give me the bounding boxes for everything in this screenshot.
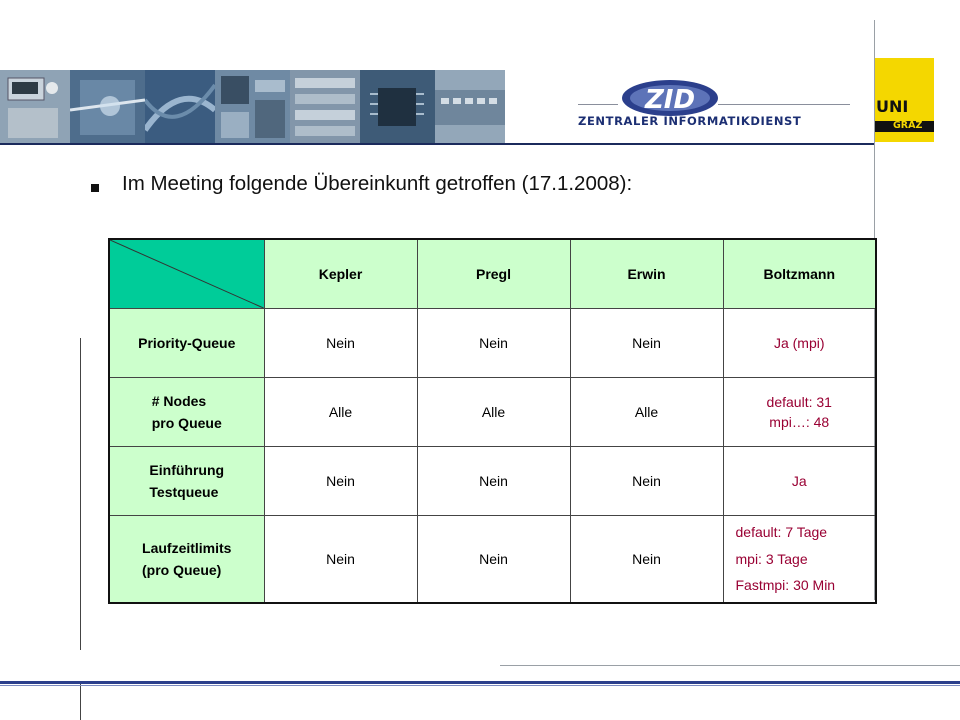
table-header-row [109,239,876,309]
zid-rule-left [578,104,618,105]
table-cell: Nein [570,516,723,604]
table-cell: Alle [264,378,417,447]
table-cell: Alle [570,378,723,447]
board-photo-icon [215,70,290,145]
network-photo-icon [435,70,505,145]
header-photo-strip [0,70,505,145]
row-header-testqueue [109,447,264,516]
boltzmann-cell [723,516,876,604]
footer-bar [0,681,960,684]
row-header-line: (pro Queue) [142,562,222,578]
boltzmann-line: Fastmpi: 30 Min [735,577,836,594]
svg-text:ZID: ZID [644,85,696,115]
boltzmann-cell: Ja (mpi) [723,309,876,378]
table-cell: Nein [570,447,723,516]
table-row [109,447,876,516]
row-header-priority-queue [109,309,264,378]
row-header-line: Laufzeitlimits [142,539,232,556]
row-header-line: Einführung [149,461,225,478]
row-header-line: # Nodes [151,392,207,409]
column-header-erwin: Erwin [570,239,723,309]
table-cell: Nein [264,309,417,378]
column-header-boltzmann: Boltzmann [723,239,876,309]
zid-caption: ZENTRALER INFORMATIKDIENST [578,114,802,128]
cable-photo-icon [145,70,215,145]
column-header-kepler: Kepler [264,239,417,309]
zid-rule-right [718,104,850,105]
row-header-nodes [109,378,264,447]
table-cell: Nein [264,516,417,604]
boltzmann-line: mpi: 3 Tage [735,550,808,567]
table-cell: Alle [417,378,570,447]
left-vertical-rule-bottom [80,683,81,720]
table-row [109,378,876,447]
table-cell: Nein [417,447,570,516]
left-vertical-rule [80,338,81,650]
comparison-table [108,238,877,604]
row-header-line: pro Queue [151,415,222,431]
table-row [109,516,876,604]
circuit-photo-icon [70,70,145,145]
server-photo-icon [0,70,70,145]
column-header-pregl: Pregl [417,239,570,309]
row-header-line: Priority-Queue [138,335,236,351]
table-cell: Nein [417,516,570,604]
footer-bar-thin [0,685,960,686]
boltzmann-line: mpi…: 48 [769,414,830,430]
bullet-text: Im Meeting folgende Übereinkunft getroffen (17.1.2008): [122,172,633,195]
boltzmann-line: default: 7 Tage [735,524,828,541]
header-divider [0,143,875,145]
boltzmann-line: default: 31 [766,393,832,410]
diagonal-line-icon [110,240,264,308]
chip-photo-icon [360,70,435,145]
table-cell: Nein [417,309,570,378]
graz-logo-text: GRAZ [893,120,923,131]
row-header-laufzeitlimits [109,516,264,604]
boltzmann-cell: Ja [723,447,876,516]
boltzmann-cell [723,378,876,447]
table-corner-cell [109,239,264,309]
rack-photo-icon [290,70,360,145]
uni-logo-text: UNI [876,97,909,116]
table-row [109,309,876,378]
row-header-line: Testqueue [149,484,219,500]
lower-horizontal-rule [500,665,960,666]
table-cell: Nein [570,309,723,378]
table-cell: Nein [264,447,417,516]
bullet-square-icon [91,184,99,192]
